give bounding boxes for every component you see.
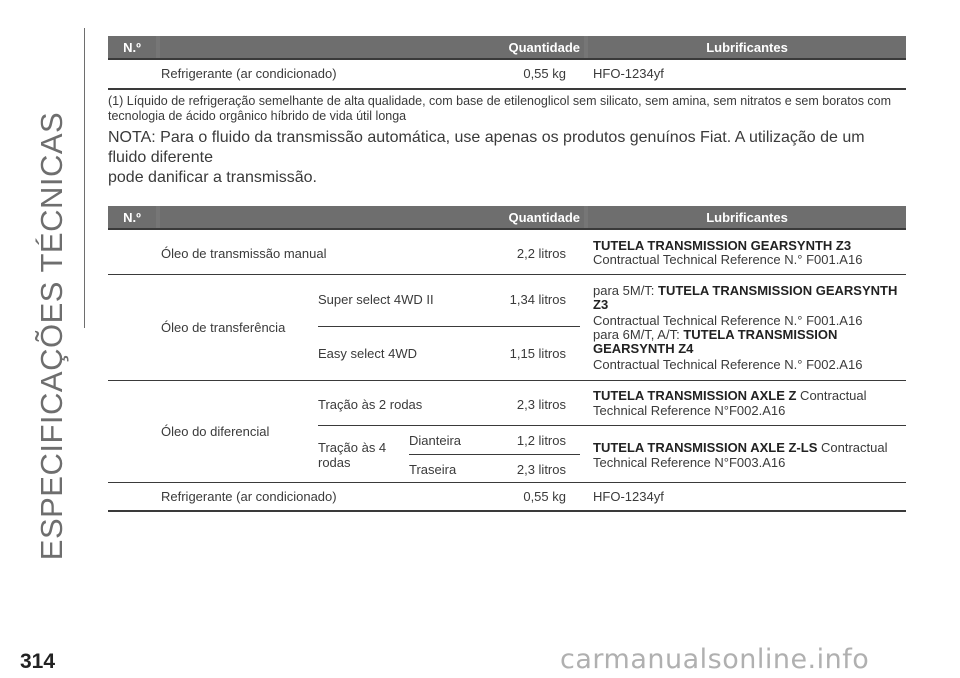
col-header-quantity: Quantidade [160,206,584,228]
diff-2wd-quantity: 2,3 litros [516,397,566,412]
sub-divider [318,326,580,327]
diff-front-label: Dianteira [409,433,462,448]
note-line: pode danificar a transmissão. [108,169,317,186]
diff-2wd-ref: Contractual [796,388,867,403]
diff-2wd-product: TUTELA TRANSMISSION AXLE Z [593,388,797,403]
col-header-no: N.º [108,206,156,228]
row-lubricant: HFO-1234yf [593,66,664,81]
col-header-lubricants: Lubrificantes [588,36,906,58]
table-row [108,60,906,88]
section-divider [84,28,85,328]
section-title-vertical: ESPECIFICAÇÕES TÉCNICAS [34,111,69,561]
lubricants-table [108,206,906,536]
table2-header [108,206,906,228]
diff-4wd-label: Tração às 4 [318,440,387,455]
col-header-no: N.º [108,36,156,58]
diff-4wd-product: TUTELA TRANSMISSION AXLE Z-LS [593,440,818,455]
transfer-description: Óleo de transferência [161,320,286,335]
row-divider [108,380,906,381]
transfer-product-cont: GEARSYNTH Z4 [593,341,694,356]
page-number: 314 [20,650,56,673]
refrigerant-description: Refrigerante (ar condicionado) [161,489,337,504]
diff-2wd-line-1 [593,388,867,403]
table-bottom-rule [108,510,906,512]
row-quantity: 0,55 kg [523,66,566,81]
transfer-line-1 [593,283,897,298]
transfer-prefix: para 6M/T, A/T: [593,327,684,342]
diff-4wd-ref: Contractual [817,440,888,455]
transfer-sub1-quantity: 1,34 litros [509,292,566,307]
watermark: carmanualsonline.info [560,644,870,675]
diff-4wd-line-1 [593,440,887,455]
diff-2wd-ref-cont: Technical Reference N°F002.A16 [593,403,786,418]
table-rule [108,88,906,90]
note [108,128,906,188]
transfer-product: TUTELA TRANSMISSION GEARSYNTH [658,283,898,298]
sub-divider [409,454,580,455]
transfer-prefix: para 5M/T: [593,283,659,298]
footnote-line: tecnologia de ácido orgânico híbrido de vida útil longa [108,109,407,123]
sub-divider [318,425,906,426]
refrigerant-quantity: 0,55 kg [523,489,566,504]
differential-description: Óleo do diferencial [161,424,270,439]
footnote [108,94,906,124]
refrigerant-lubricant: HFO-1234yf [593,489,664,504]
manual-description: Óleo de transmissão manual [161,246,327,261]
transfer-sub2-label: Easy select 4WD [318,346,417,361]
row-description: Refrigerante (ar condicionado) [161,66,337,81]
transfer-product-cont: Z3 [593,297,609,312]
manual-product: TUTELA TRANSMISSION GEARSYNTH Z3 [593,238,852,253]
page-content [108,36,906,536]
transfer-line-4 [593,327,837,342]
table1-header [108,36,906,58]
manual-quantity: 2,2 litros [516,246,566,261]
col-header-lubricants: Lubrificantes [588,206,906,228]
row-divider [108,482,906,483]
manual-reference: Contractual Technical Reference N.° F001.A16 [593,252,863,267]
transfer-reference: Contractual Technical Reference N.° F002.A16 [593,357,863,372]
transfer-sub1-label: Super select 4WD II [318,292,434,307]
transfer-sub2-quantity: 1,15 litros [509,346,566,361]
transfer-reference: Contractual Technical Reference N.° F001.A16 [593,313,863,328]
diff-rear-quantity: 2,3 litros [516,462,566,477]
col-header-quantity: Quantidade [160,36,584,58]
diff-4wd-label-cont: rodas [318,455,351,470]
diff-front-quantity: 1,2 litros [516,433,566,448]
table2-body [108,230,906,536]
footnote-line: (1) Líquido de refrigeração semelhante de alta qualidade, com base de etilenoglicol sem silicato, sem amina, sem nitratos e sem boratos com [108,94,892,108]
diff-4wd-ref-cont: Technical Reference N°F003.A16 [593,455,786,470]
row-divider [108,274,906,275]
diff-2wd-label: Tração às 2 rodas [318,397,423,412]
note-line: NOTA: Para o fluido da transmissão automática, use apenas os produtos genuínos Fiat. A utilização de um fluido diferente [108,129,865,166]
transfer-product: TUTELA TRANSMISSION [683,327,838,342]
diff-rear-label: Traseira [409,462,457,477]
